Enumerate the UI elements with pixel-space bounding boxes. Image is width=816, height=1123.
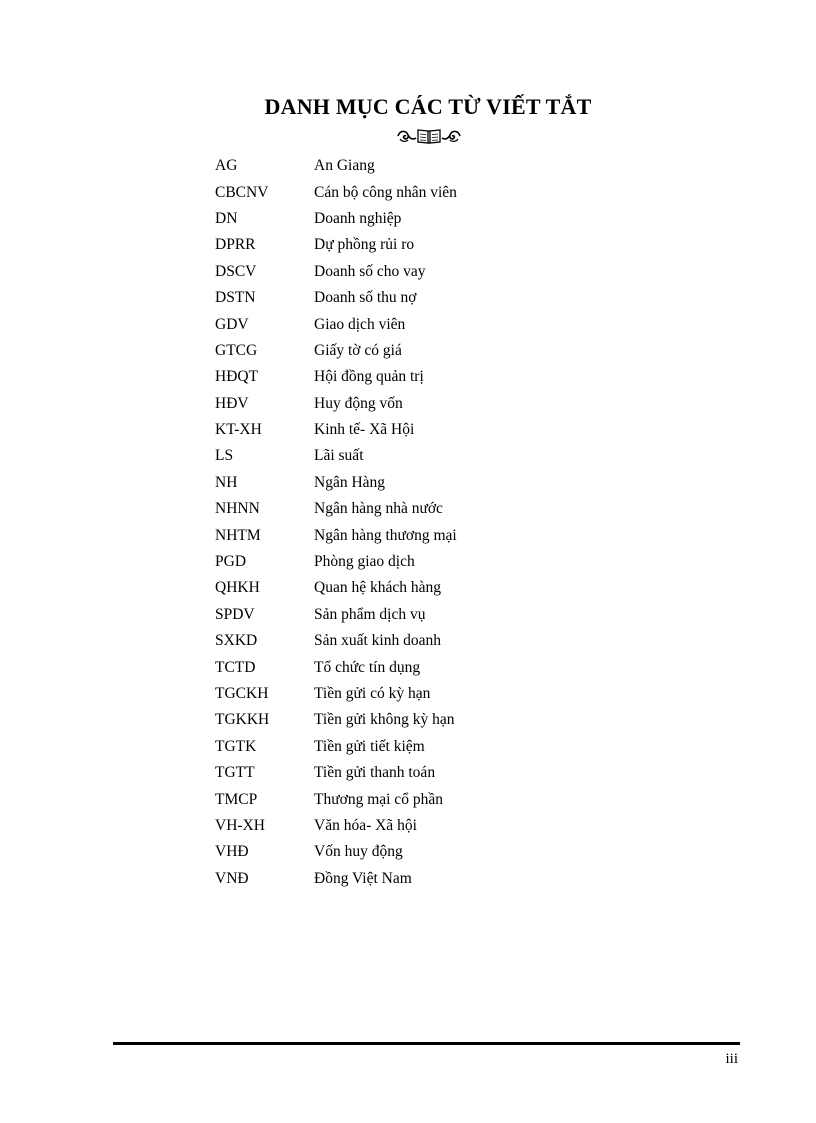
- abbreviation-meaning: An Giang: [314, 157, 375, 175]
- abbreviation-meaning: Giấy tờ có giá: [314, 341, 402, 359]
- abbreviation-code: TMCP: [215, 790, 258, 808]
- abbreviation-row: [215, 179, 635, 205]
- abbreviation-row: [215, 153, 635, 179]
- abbreviation-code: VHĐ: [215, 843, 249, 861]
- abbreviation-meaning: Tổ chức tín dụng: [314, 658, 421, 676]
- abbreviation-meaning: Vốn huy động: [314, 843, 403, 861]
- abbreviation-code: KT-XH: [215, 421, 262, 439]
- abbreviation-code: DN: [215, 209, 238, 227]
- abbreviation-row: [215, 707, 635, 733]
- abbreviation-code: NHTM: [215, 526, 261, 544]
- abbreviation-meaning: Đồng Việt Nam: [314, 869, 412, 887]
- abbreviation-row: [215, 839, 635, 865]
- abbreviation-meaning: Hội đồng quản trị: [314, 368, 424, 386]
- abbreviation-row: [215, 866, 635, 892]
- abbreviation-code: DPRR: [215, 236, 256, 254]
- abbreviation-meaning: Cán bộ công nhân viên: [314, 183, 457, 201]
- abbreviation-row: [215, 654, 635, 680]
- abbreviation-meaning: Tiền gửi thanh toán: [314, 764, 436, 782]
- footer-rule: [113, 1042, 740, 1045]
- abbreviation-code: NH: [215, 473, 238, 491]
- abbreviation-code: SXKD: [215, 632, 258, 650]
- abbreviation-row: [215, 206, 635, 232]
- abbreviation-code: TGTT: [215, 764, 255, 782]
- abbreviation-meaning: Tiền gửi có kỳ hạn: [314, 685, 431, 702]
- abbreviation-meaning: Lãi suất: [314, 447, 364, 465]
- abbreviation-code: TCTD: [215, 658, 256, 676]
- abbreviation-row: [215, 602, 635, 628]
- abbreviation-row: [215, 232, 635, 258]
- abbreviation-meaning: Văn hóa- Xã hội: [314, 816, 417, 834]
- abbreviation-code: QHKH: [215, 579, 260, 597]
- abbreviation-row: [215, 443, 635, 469]
- abbreviation-code: TGKKH: [215, 711, 270, 729]
- abbreviation-code: SPDV: [215, 605, 255, 623]
- abbreviation-meaning: Doanh nghiệp: [314, 209, 402, 227]
- open-book-ornament-icon: [396, 126, 462, 146]
- abbreviation-row: [215, 496, 635, 522]
- abbreviation-meaning: Doanh số thu nợ: [314, 289, 417, 307]
- abbreviation-row: [215, 681, 635, 707]
- abbreviation-code: CBCNV: [215, 183, 269, 201]
- abbreviation-code: HĐQT: [215, 368, 259, 386]
- abbreviation-meaning: Thương mại cổ phần: [314, 790, 443, 808]
- abbreviation-row: [215, 338, 635, 364]
- abbreviation-row: [215, 575, 635, 601]
- abbreviation-code: GTCG: [215, 341, 258, 359]
- abbreviation-code: VNĐ: [215, 869, 249, 887]
- abbreviation-code: LS: [215, 447, 234, 465]
- abbreviation-row: [215, 417, 635, 443]
- abbreviation-code: NHNN: [215, 500, 260, 518]
- abbreviation-code: VH-XH: [215, 816, 265, 834]
- abbreviation-meaning: Tiền gửi không kỳ hạn: [314, 711, 455, 729]
- abbreviation-row: [215, 311, 635, 337]
- abbreviation-row: [215, 760, 635, 786]
- page-number: iii: [725, 1051, 738, 1067]
- abbreviation-code: AG: [215, 157, 238, 175]
- abbreviation-code: DSTN: [215, 289, 256, 307]
- abbreviation-row: [215, 285, 635, 311]
- abbreviation-meaning: Doanh số cho vay: [314, 262, 426, 280]
- abbreviation-row: [215, 786, 635, 812]
- abbreviation-row: [215, 522, 635, 548]
- abbreviation-code: HĐV: [215, 394, 249, 412]
- abbreviation-meaning: Giao dịch viên: [314, 315, 406, 333]
- abbreviation-code: GDV: [215, 315, 249, 333]
- abbreviation-meaning: Sản phẩm dịch vụ: [314, 605, 426, 623]
- abbreviation-meaning: Dự phồng rủi ro: [314, 236, 415, 254]
- abbreviation-meaning: Ngân hàng thương mại: [314, 526, 457, 544]
- abbreviation-meaning: Kinh tế- Xã Hội: [314, 421, 415, 439]
- abbreviation-row: [215, 549, 635, 575]
- abbreviation-meaning: Sản xuất kinh doanh: [314, 632, 441, 650]
- abbreviation-code: TGCKH: [215, 685, 269, 702]
- abbreviation-code: PGD: [215, 553, 247, 571]
- abbreviation-code: TGTK: [215, 737, 257, 755]
- abbreviation-row: [215, 734, 635, 760]
- abbreviation-meaning: Ngân hàng nhà nước: [314, 500, 443, 518]
- abbreviation-row: [215, 470, 635, 496]
- abbreviation-row: [215, 628, 635, 654]
- abbreviation-list: [215, 153, 635, 892]
- abbreviation-row: [215, 259, 635, 285]
- abbreviation-meaning: Phòng giao dịch: [314, 553, 415, 571]
- abbreviation-meaning: Ngân Hàng: [314, 473, 386, 491]
- abbreviation-meaning: Huy động vốn: [314, 394, 403, 412]
- abbreviation-code: DSCV: [215, 262, 257, 280]
- page-title: DANH MỤC CÁC TỪ VIẾT TẮT: [264, 94, 592, 119]
- abbreviation-row: [215, 813, 635, 839]
- abbreviation-meaning: Tiền gửi tiết kiệm: [314, 737, 425, 755]
- abbreviation-row: [215, 364, 635, 390]
- abbreviation-meaning: Quan hệ khách hàng: [314, 579, 441, 597]
- abbreviation-row: [215, 391, 635, 417]
